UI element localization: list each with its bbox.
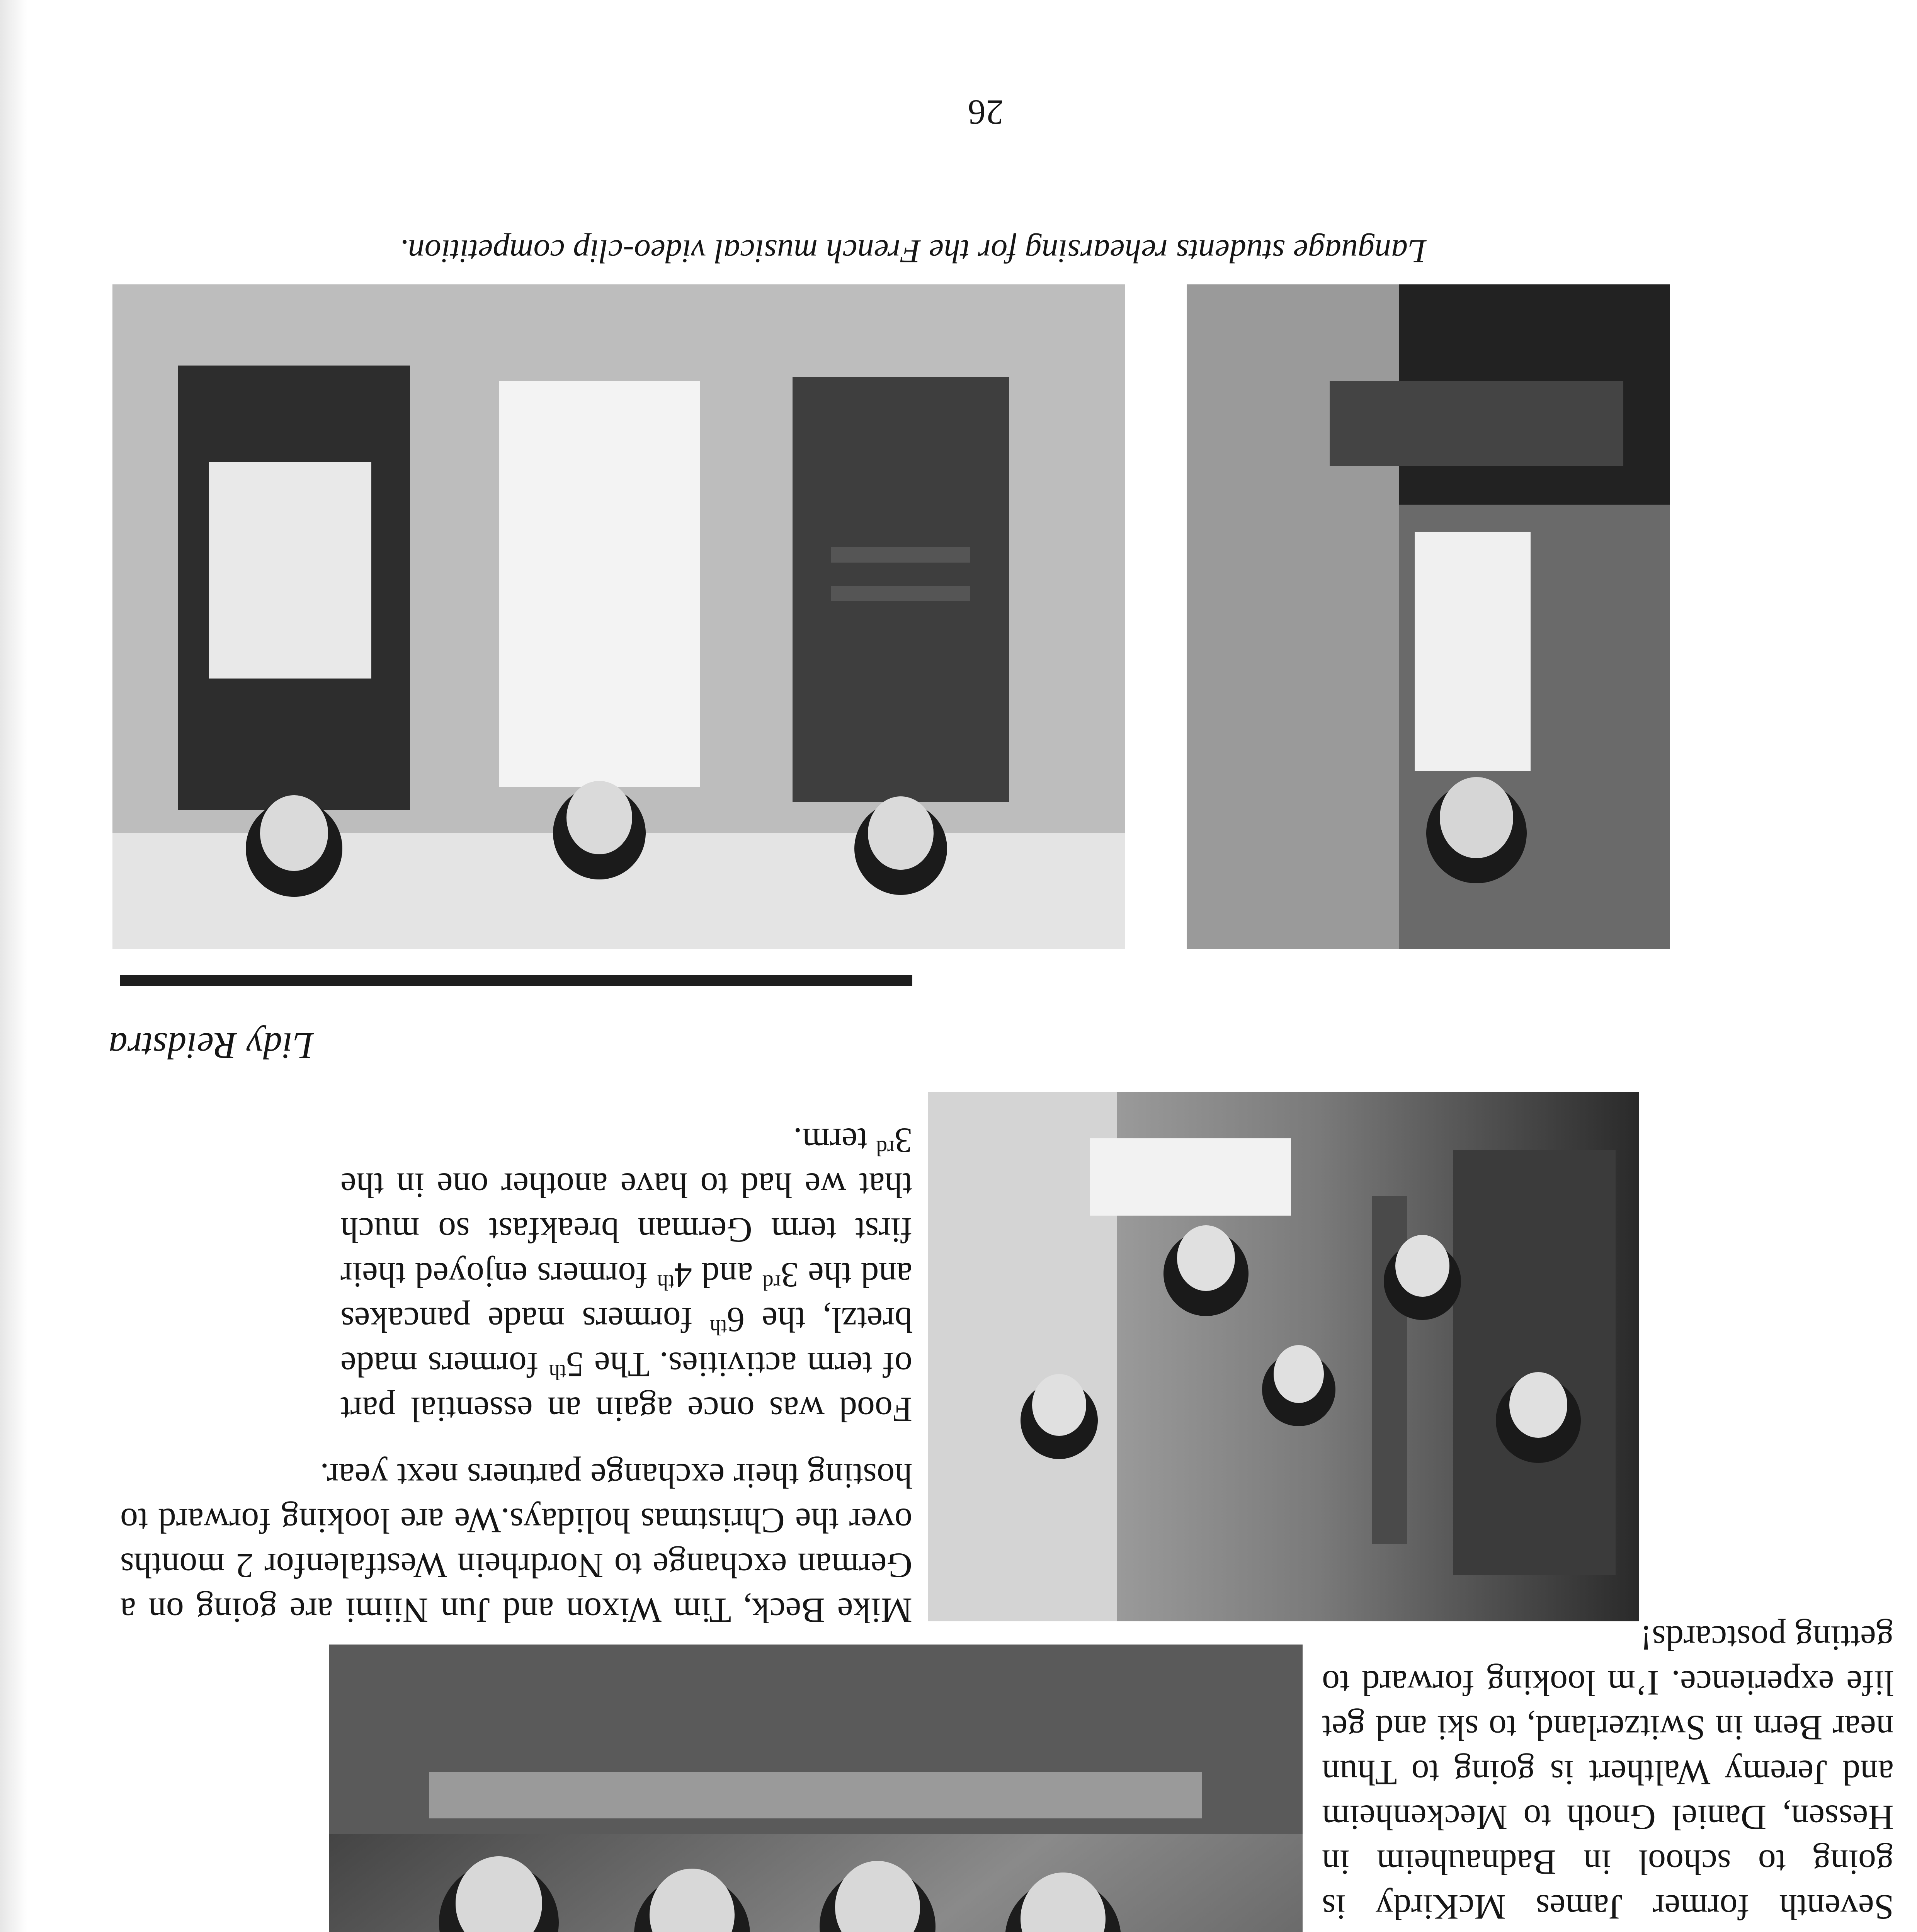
photo-classroom-group <box>329 1645 1303 1932</box>
ordinal-th-4: th <box>657 1270 675 1295</box>
ordinal-th-5: th <box>549 1360 566 1384</box>
scan-edge-shadow <box>0 0 27 1932</box>
paragraph-food <box>340 1118 912 1432</box>
photo-breakfast-image <box>928 1092 1639 1621</box>
photo-rehearsal-right-image <box>112 284 1125 949</box>
middle-rule <box>120 975 912 986</box>
photo-rehearsal-right <box>112 284 1125 949</box>
photo-caption: Language students rehearsing for the French musical video-clip competition. <box>400 233 1426 270</box>
food-text-e: formers enjoyed their first term German breakfast so much that we had to have another one in the 3 <box>340 1121 912 1295</box>
exchange-students-text: Seventh former James McKirdy is going to school in Badnauheim in Hessen, Daniel Gnoth to Meckenheim and Jeremy Walthert is going to Thun near Bern in Switzerland, to ski and get life experience. I’m looking forward to getting postcards! <box>1322 1619 1894 1927</box>
page-number: 26 <box>968 93 1004 132</box>
food-text-d: and 4 <box>674 1255 763 1295</box>
food-text-b: formers made bretzl, the 6 <box>340 1300 912 1384</box>
food-text-c: formers made pancakes and the 3 <box>340 1255 912 1340</box>
food-text-a: Food was once again an essential part of term activities. The 5 <box>340 1345 912 1429</box>
photo-rehearsal-left <box>1187 284 1670 949</box>
photo-classroom-image <box>329 1645 1303 1932</box>
food-text-f: term. <box>793 1121 876 1160</box>
author-signature: Lidy Reidstra <box>109 1025 314 1066</box>
ordinal-rd-3: rd <box>762 1270 781 1295</box>
ordinal-th-6: th <box>709 1315 727 1340</box>
paragraph-exchange-students <box>1322 1616 1894 1932</box>
photo-rehearsal-left-image <box>1187 284 1670 949</box>
ordinal-rd-term: rd <box>876 1136 895 1160</box>
nordrhein-text: Mike Beck, Tim Wixon and Jun Niimi are going on a German exchange to Nordrhein Westfalenfor 2 months over the Christmas holidays.We are looking forward to hosting their exchange partners next year. <box>120 1456 912 1630</box>
paragraph-nordrhein <box>120 1454 912 1633</box>
photo-breakfast-room <box>928 1092 1639 1621</box>
